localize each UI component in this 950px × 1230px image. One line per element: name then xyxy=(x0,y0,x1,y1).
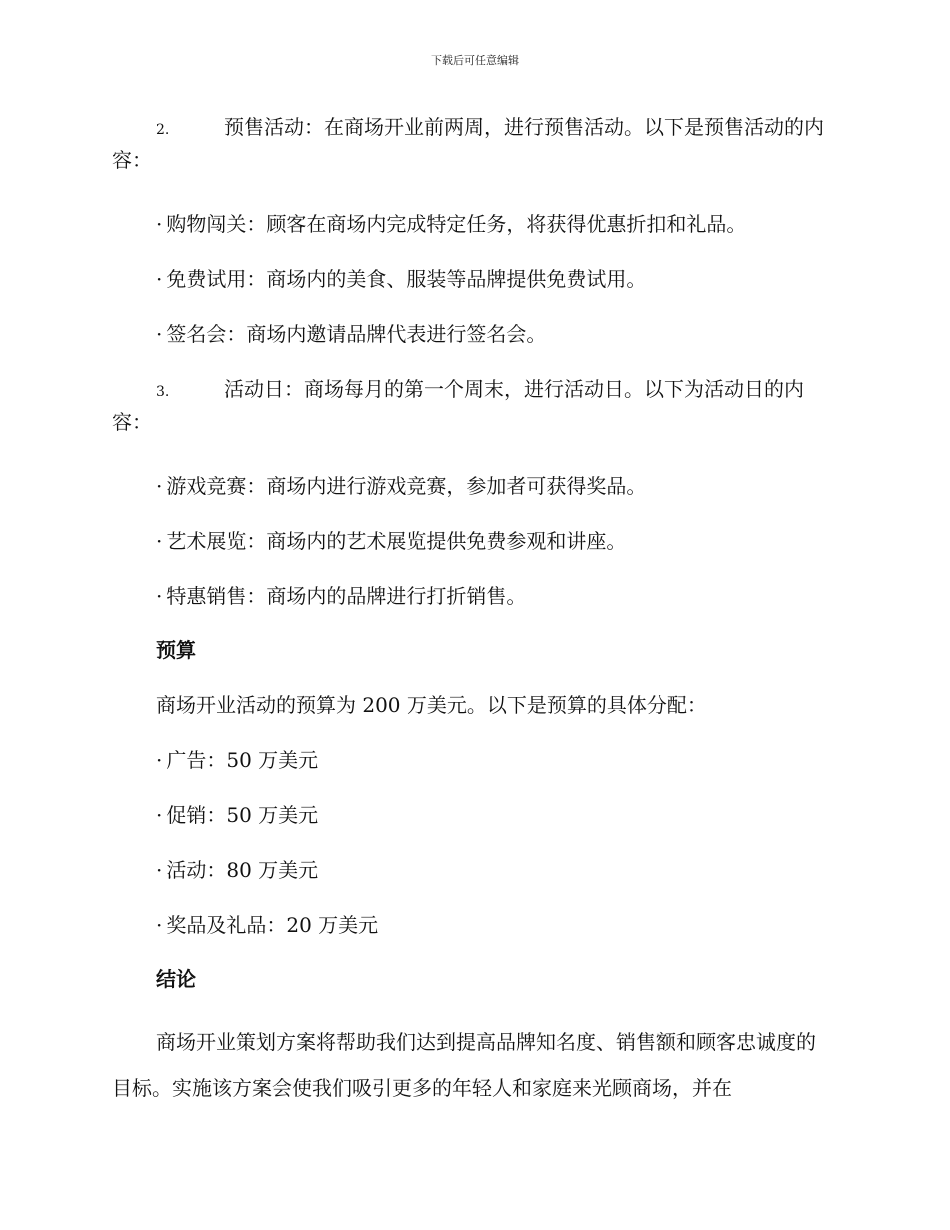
bullet-icon: · xyxy=(156,913,163,937)
list-item: · 特惠销售：商场内的品牌进行打折销售。 xyxy=(156,581,526,611)
list-item: · 广告：50 万美元 xyxy=(156,745,318,775)
bullet-icon: · xyxy=(156,748,163,772)
activity-day-paragraph xyxy=(112,374,832,437)
list-item: · 促销：50 万美元 xyxy=(156,800,318,830)
bullet-icon: · xyxy=(156,584,163,608)
list-item: · 购物闯关：顾客在商场内完成特定任务，将获得优惠折扣和礼品。 xyxy=(156,209,746,239)
bullet-icon: · xyxy=(156,858,163,882)
conclusion-heading: 结论 xyxy=(156,967,196,991)
bullet-icon: · xyxy=(156,803,163,827)
budget-heading: 预算 xyxy=(156,638,196,662)
list-item: · 奖品及礼品：20 万美元 xyxy=(156,910,378,940)
page-header: 下载后可任意编辑 xyxy=(431,54,519,67)
list-item: · 艺术展览：商场内的艺术展览提供免费参观和讲座。 xyxy=(156,526,626,556)
presale-paragraph xyxy=(112,112,832,175)
presale-text: 预售活动：在商场开业前两周，进行预售活动。以下是预售活动的内容： xyxy=(112,115,824,172)
budget-intro: 商场开业活动的预算为 200 万美元。以下是预算的具体分配： xyxy=(156,693,707,717)
list-item: · 活动：80 万美元 xyxy=(156,855,318,885)
presale-number: 2. xyxy=(156,122,170,138)
bullet-icon: · xyxy=(156,322,163,346)
activity-day-number: 3. xyxy=(156,384,170,400)
conclusion-paragraph: 商场开业策划方案将帮助我们达到提高品牌知名度、销售额和顾客忠诚度的目标。实施该方案会使我们吸引更多的年轻人和家庭来光顾商场，并在 xyxy=(112,1030,816,1100)
list-item: · 签名会：商场内邀请品牌代表进行签名会。 xyxy=(156,319,546,349)
list-item: · 免费试用：商场内的美食、服装等品牌提供免费试用。 xyxy=(156,264,646,294)
activity-day-text: 活动日：商场每月的第一个周末，进行活动日。以下为活动日的内容： xyxy=(112,377,804,434)
list-item: · 游戏竞赛：商场内进行游戏竞赛，参加者可获得奖品。 xyxy=(156,471,646,501)
bullet-icon: · xyxy=(156,529,163,553)
bullet-icon: · xyxy=(156,212,163,236)
bullet-icon: · xyxy=(156,474,163,498)
bullet-icon: · xyxy=(156,267,163,291)
